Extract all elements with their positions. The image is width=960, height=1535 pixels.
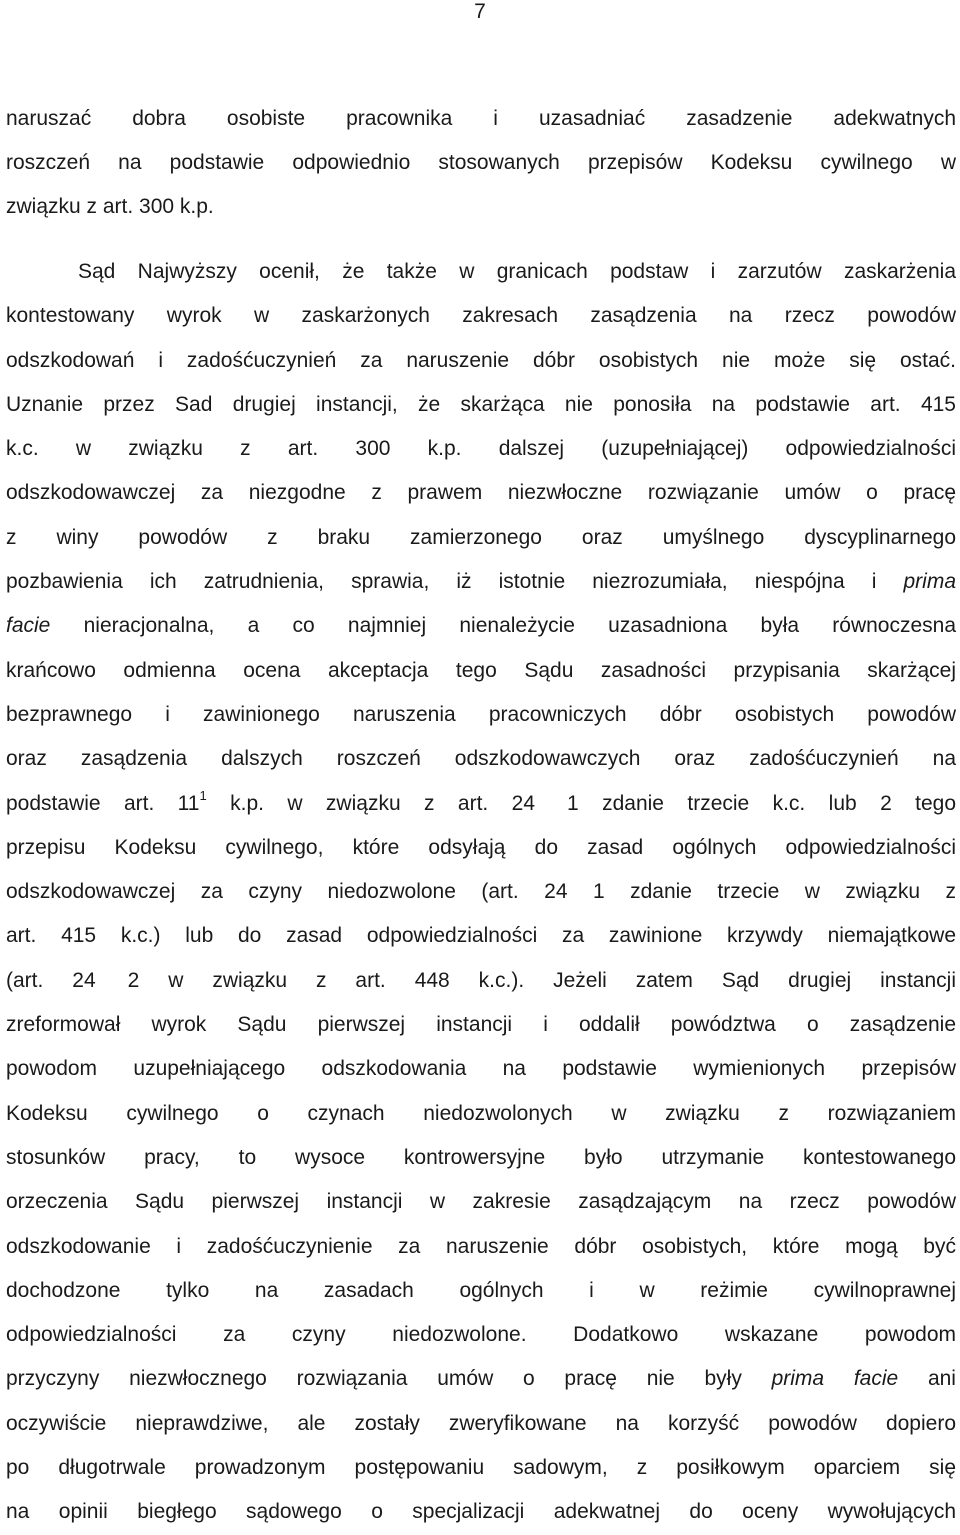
text-line: oczywiście nieprawdziwe, ale zostały zweryfikowane na korzyść powodów dopiero — [6, 1411, 956, 1435]
text-line — [6, 560, 956, 604]
text-line: Sąd Najwyższy ocenił, że także w granicach podstaw i zarzutów zaskarżenia — [78, 260, 956, 283]
text-line: k.c. w związku z art. 300 k.p. dalszej (uzupełniającej) odpowiedzialności — [6, 437, 956, 461]
text-line: odpowiedzialności za czyny niedozwolone. Dodatkowo wskazane powodom — [6, 1323, 956, 1347]
text-line: bezprawnego i zawinionego naruszenia pracowniczych dóbr osobistych powodów — [6, 702, 956, 726]
text-segment: 2 w związku z art. 448 k.c.). Jeżeli zatem Sąd drugiej instancji — [127, 968, 956, 992]
paragraph-main — [6, 250, 956, 1535]
text-line: kontestowany wyrok w zaskarżonych zakresach zasądzenia na rzecz powodów — [6, 304, 956, 328]
text-line: odszkodowawczej za niezgodne z prawem niezwłoczne rozwiązanie umów o pracę — [6, 481, 956, 505]
text-line: związku z art. 300 k.p. — [6, 195, 214, 218]
text-line: na opinii biegłego sądowego o specjalizacji adekwatnej do oceny wywołujących — [6, 1500, 956, 1524]
text-line — [6, 604, 956, 648]
italic-text: prima facie — [771, 1367, 899, 1391]
text-segment: pozbawienia ich zatrudnienia, sprawia, iż istotnie niezrozumiała, niespójna i — [6, 570, 877, 594]
text-segment: nieracjonalna, a co najmniej nienależycie uzasadniona była równoczesna — [83, 614, 957, 638]
text-segment: (art. 24 — [6, 968, 96, 992]
text-line: odszkodowawczej za czyny niedozwolone (art. 24 1 zdanie trzecie w związku z — [6, 880, 956, 904]
text-line: zreformował wyrok Sądu pierwszej instancji i oddalił powództwa o zasądzenie — [6, 1013, 956, 1037]
text-line: dochodzone tylko na zasadach ogólnych i w reżimie cywilnoprawnej — [6, 1278, 956, 1302]
text-line: po długotrwale prowadzonym postępowaniu sadowym, z posiłkowym oparciem się — [6, 1456, 956, 1480]
text-line: stosunków pracy, to wysoce kontrowersyjne było utrzymanie kontestowanego — [6, 1145, 956, 1169]
text-line — [6, 1357, 956, 1401]
text-segment: k.p. w związku z art. 24 — [230, 791, 536, 815]
text-segment: ani — [927, 1367, 956, 1391]
text-line — [6, 959, 956, 1003]
text-line: art. 415 k.c.) lub do zasad odpowiedzialności za zawinione krzywdy niemajątkowe — [6, 924, 956, 948]
text-line: krańcowo odmienna ocena akceptacja tego Sądu zasadności przypisania skarżącej — [6, 658, 956, 682]
text-line — [6, 782, 956, 826]
text-line: oraz zasądzenia dalszych roszczeń odszkodowawczych oraz zadośćuczynień na — [6, 747, 956, 771]
text-line: Uznanie przez Sad drugiej instancji, że skarżąca nie ponosiła na podstawie art. 415 — [6, 392, 956, 416]
text-line: powodom uzupełniającego odszkodowania na podstawie wymienionych przepisów — [6, 1057, 956, 1081]
text-line: z winy powodów z braku zamierzonego oraz umyślnego dyscyplinarnego — [6, 525, 956, 549]
text-segment: przyczyny niezwłocznego rozwiązania umów o pracę nie były — [6, 1367, 742, 1391]
text-line: naruszać dobra osobiste pracownika i uzasadniać zasadzenie adekwatnych — [6, 107, 956, 130]
text-line: odszkodowań i zadośćuczynień za naruszenie dóbr osobistych nie może się ostać. — [6, 348, 956, 372]
superscript: 1 — [199, 787, 207, 803]
text-line: orzeczenia Sądu pierwszej instancji w zakresie zasądzającym na rzecz powodów — [6, 1190, 956, 1214]
page-number: 7 — [474, 0, 486, 23]
text-line: roszczeń na podstawie odpowiednio stosowanych przepisów Kodeksu cywilnego w — [6, 151, 956, 174]
paragraph-continuation — [6, 97, 956, 229]
text-segment: podstawie art. 11 — [6, 791, 200, 815]
text-segment: 1 zdanie trzecie k.c. lub 2 tego — [567, 791, 957, 815]
text-line: odszkodowanie i zadośćuczynienie za naruszenie dóbr osobistych, które mogą być — [6, 1234, 956, 1258]
text-line: przepisu Kodeksu cywilnego, które odsyłają do zasad ogólnych odpowiedzialności — [6, 835, 956, 859]
italic-text: prima — [903, 570, 956, 594]
text-line: Kodeksu cywilnego o czynach niedozwolonych w związku z rozwiązaniem — [6, 1101, 956, 1125]
italic-text: facie — [6, 614, 51, 638]
